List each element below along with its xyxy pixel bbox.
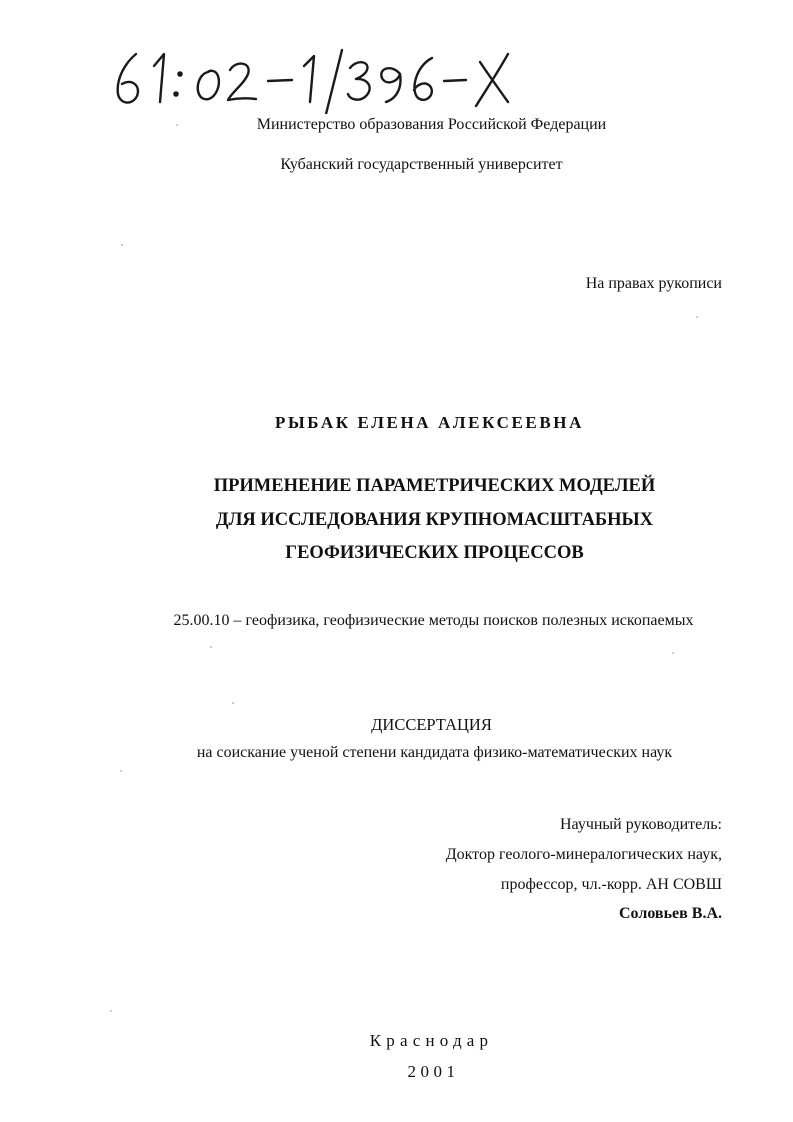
degree-sought: на соискание ученой степени кандидата физико-математических наук bbox=[196, 744, 673, 761]
rights-note: На правах рукописи bbox=[585, 275, 722, 292]
scan-speck bbox=[696, 316, 698, 318]
scan-speck bbox=[232, 702, 234, 704]
scan-speck bbox=[121, 244, 123, 246]
supervisor-name: Соловьев В.А. bbox=[619, 905, 722, 922]
dissertation-title-line-1: ПРИМЕНЕНИЕ ПАРАМЕТРИЧЕСКИХ МОДЕЛЕЙ bbox=[213, 476, 656, 496]
scan-speck bbox=[176, 124, 178, 126]
specialty-code: 25.00.10 – геофизика, геофизические методы поисков полезных ископаемых bbox=[173, 612, 694, 629]
ministry-name: Министерство образования Российской Федерации bbox=[256, 116, 607, 133]
university-name: Кубанский государственный университет bbox=[280, 156, 563, 173]
scan-speck bbox=[110, 1010, 112, 1012]
scan-speck bbox=[672, 652, 674, 654]
supervisor-degree: Доктор геолого-минералогических наук, bbox=[445, 846, 722, 863]
scan-speck bbox=[210, 646, 212, 648]
document-type: ДИССЕРТАЦИЯ bbox=[371, 715, 492, 734]
dissertation-title-line-3: ГЕОФИЗИЧЕСКИХ ПРОЦЕССОВ bbox=[285, 543, 584, 563]
year: 2001 bbox=[407, 1062, 460, 1081]
scan-speck bbox=[120, 770, 122, 772]
supervisor-label: Научный руководитель: bbox=[559, 816, 722, 833]
author-name: РЫБАК ЕЛЕНА АЛЕКСЕЕВНА bbox=[275, 413, 584, 432]
dissertation-title-line-2: ДЛЯ ИССЛЕДОВАНИЯ КРУПНОМАСШТАБНЫХ bbox=[215, 510, 654, 530]
archive-number-text bbox=[110, 44, 530, 114]
supervisor-title: профессор, чл.-корр. АН СОВШ bbox=[500, 876, 722, 893]
archive-number-handwritten bbox=[110, 44, 530, 114]
city: Краснодар bbox=[369, 1031, 494, 1050]
